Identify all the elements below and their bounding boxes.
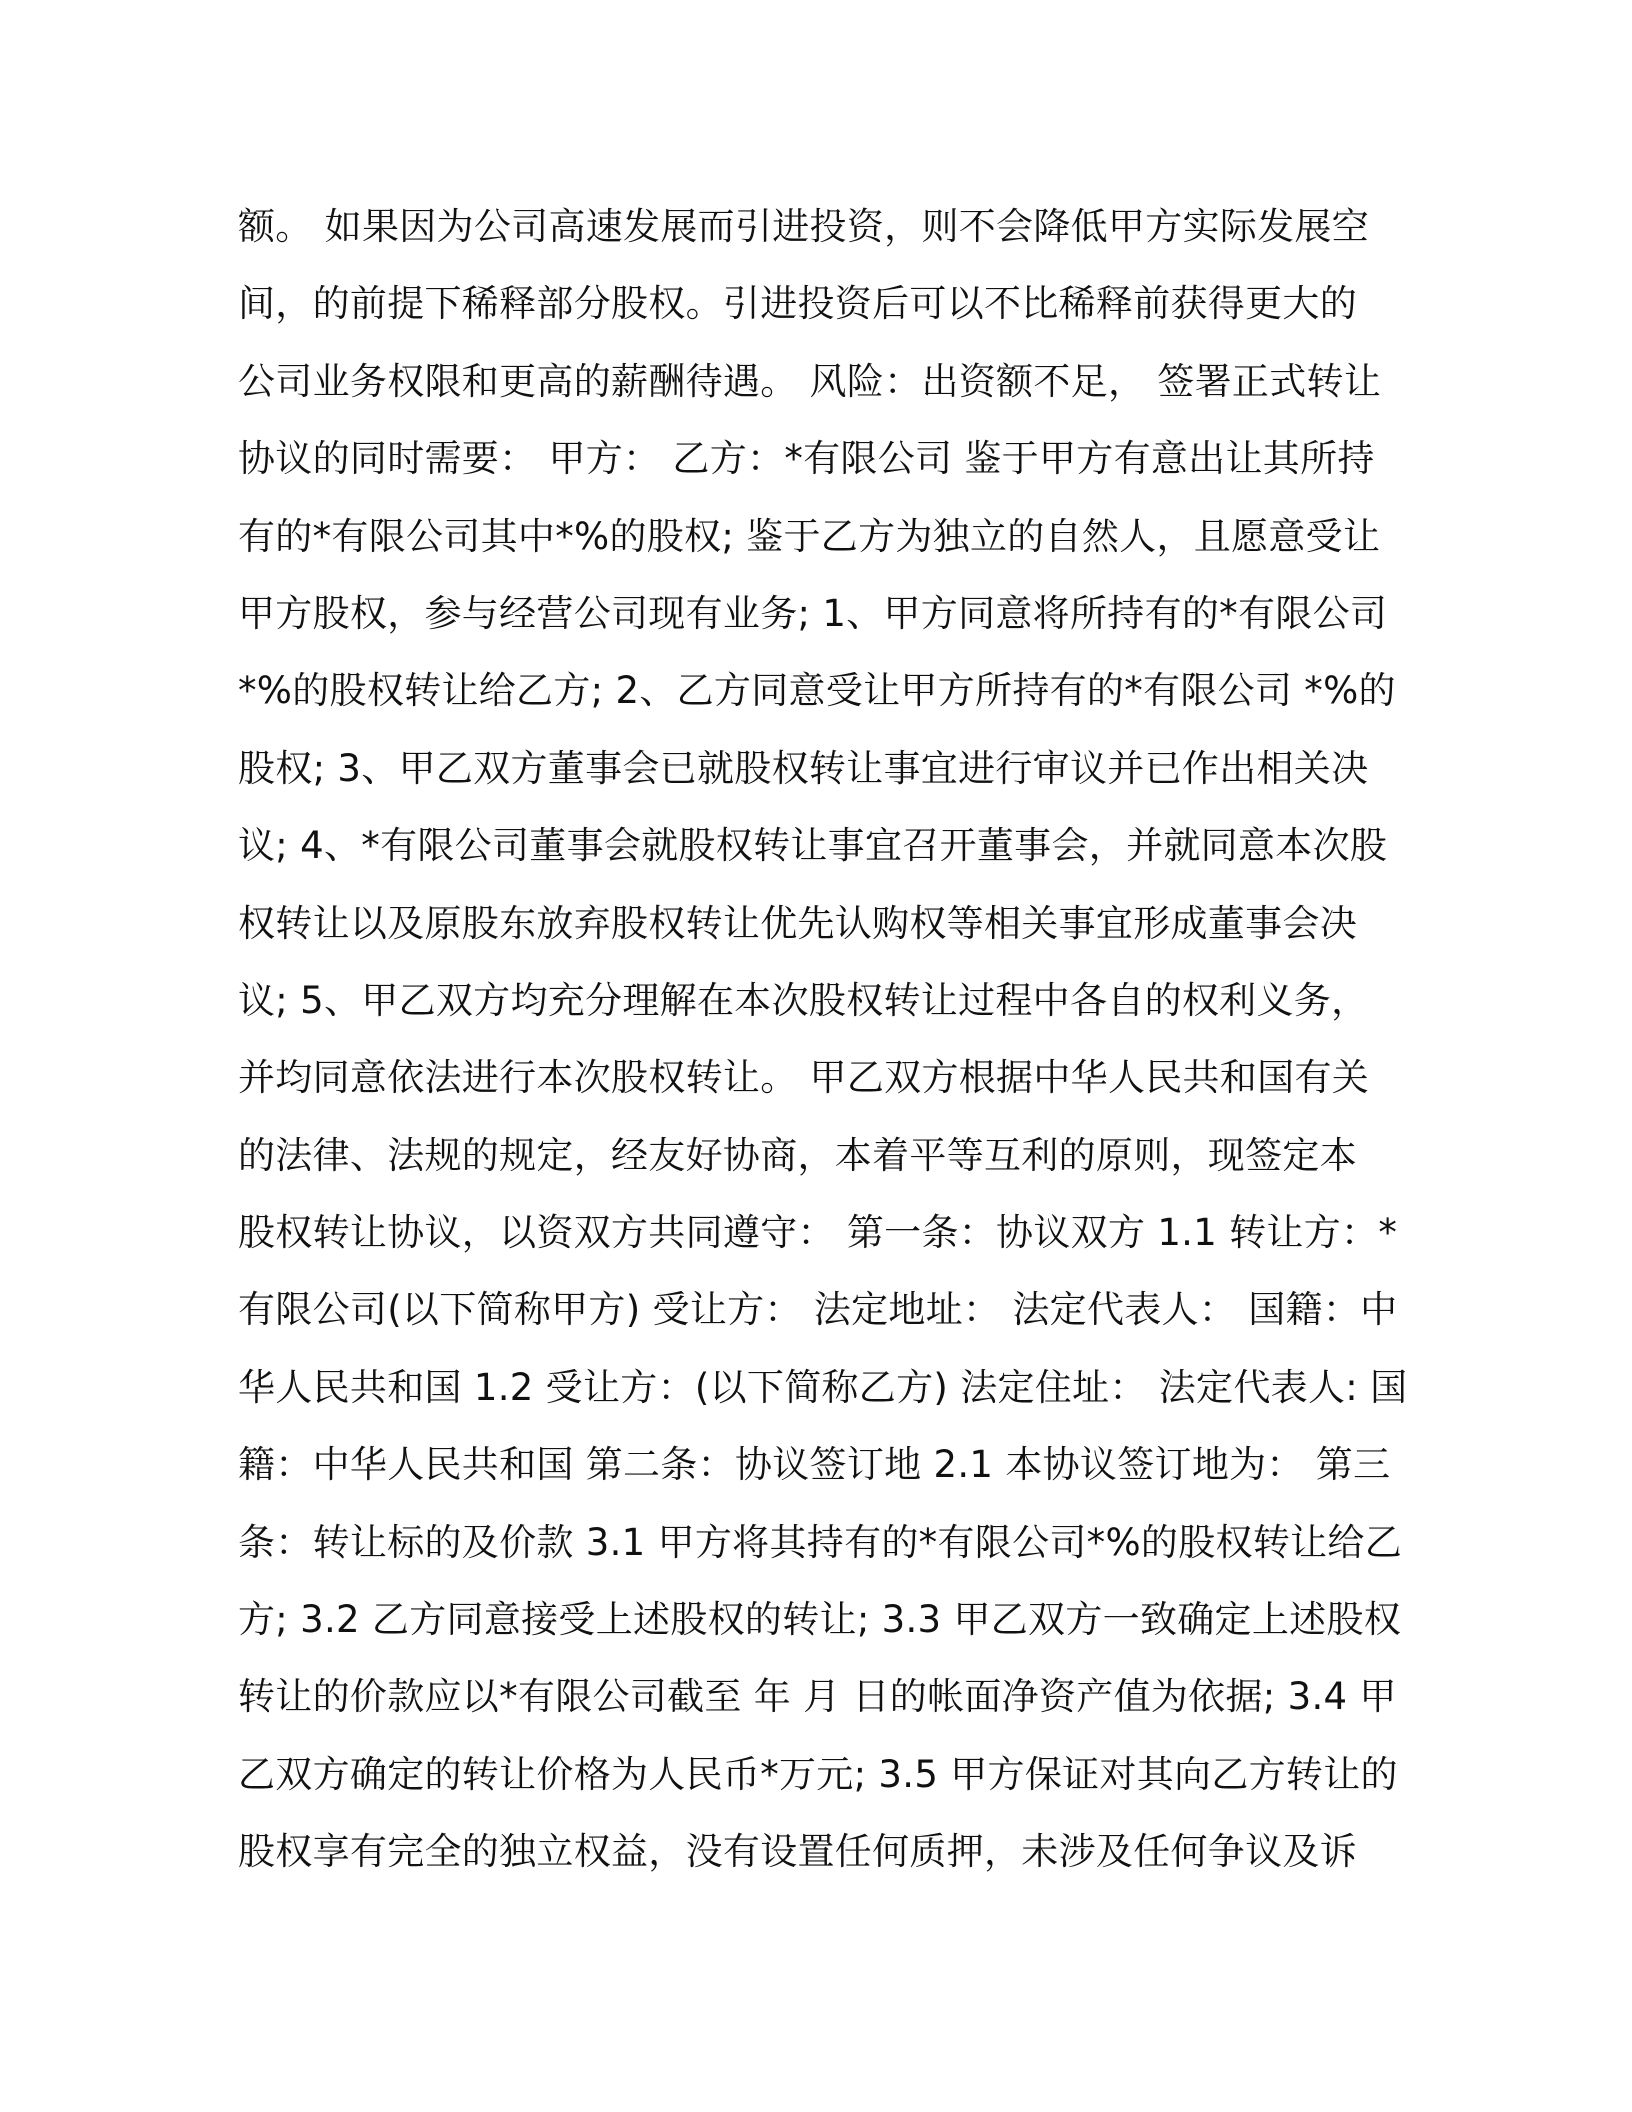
text-line-22: 股权享有完全的独立权益，没有设置任何质押，未涉及任何争议及诉 [238,1830,1357,1874]
text-line-19: 方; 3.2 乙方同意接受上述股权的转让; 3.3 甲乙双方一致确定上述股权 [238,1598,1402,1642]
text-line-1: 额。 如果因为公司高速发展而引进投资，则不会降低甲方实际发展空 [238,205,1370,248]
text-line-17: 籍：中华人民共和国 第二条：协议签订地 2.1 本协议签订地为： 第三 [238,1443,1391,1487]
text-line-6: 甲方股权，参与经营公司现有业务; 1、甲方同意将所持有的*有限公司 [238,591,1388,635]
text-line-16: 华人民共和国 1.2 受让方：(以下简称乙方) 法定住址： 法定代表人: 国 [238,1365,1408,1409]
text-line-8: 股权; 3、甲乙双方董事会已就股权转让事宜进行审议并已作出相关决 [238,746,1369,790]
text-line-7: *%的股权转让给乙方; 2、乙方同意受让甲方所持有的*有限公司 *%的 [238,669,1396,713]
text-line-21: 乙双方确定的转让价格为人民币*万元; 3.5 甲方保证对其向乙方转让的 [238,1752,1398,1796]
text-line-20: 转让的价款应以*有限公司截至 年 月 日的帐面净资产值为依据; 3.4 甲 [238,1675,1397,1719]
text-line-13: 的法律、法规的规定，经友好协商，本着平等互利的原则，现签定本 [238,1133,1357,1177]
text-line-12: 并均同意依法进行本次股权转让。 甲乙双方根据中华人民共和国有关 [238,1056,1370,1100]
text-line-10: 权转让以及原股东放弃股权转让优先认购权等相关事宜形成董事会决 [238,901,1357,945]
text-line-18: 条：转让标的及价款 3.1 甲方将其持有的*有限公司*%的股权转让给乙 [238,1520,1403,1564]
text-line-9: 议; 4、*有限公司董事会就股权转让事宜召开董事会，并就同意本次股 [238,824,1388,868]
text-line-5: 有的*有限公司其中*%的股权; 鉴于乙方为独立的自然人，且愿意受让 [238,514,1381,558]
document-body [238,188,1408,1891]
text-line-14: 股权转让协议，以资双方共同遵守： 第一条：协议双方 1.1 转让方：* [238,1211,1398,1255]
text-line-2: 间，的前提下稀释部分股权。引进投资后可以不比稀释前获得更大的 [238,282,1357,326]
text-line-4: 协议的同时需要： 甲方： 乙方：*有限公司 鉴于甲方有意出让其所持 [238,437,1375,481]
text-line-15: 有限公司(以下简称甲方) 受让方： 法定地址： 法定代表人： 国籍：中 [238,1288,1398,1332]
text-line-3: 公司业务权限和更高的薪酬待遇。 风险：出资额不足， 签署正式转让 [238,359,1382,403]
text-line-11: 议; 5、甲乙双方均充分理解在本次股权转让过程中各自的权利义务， [238,978,1369,1022]
